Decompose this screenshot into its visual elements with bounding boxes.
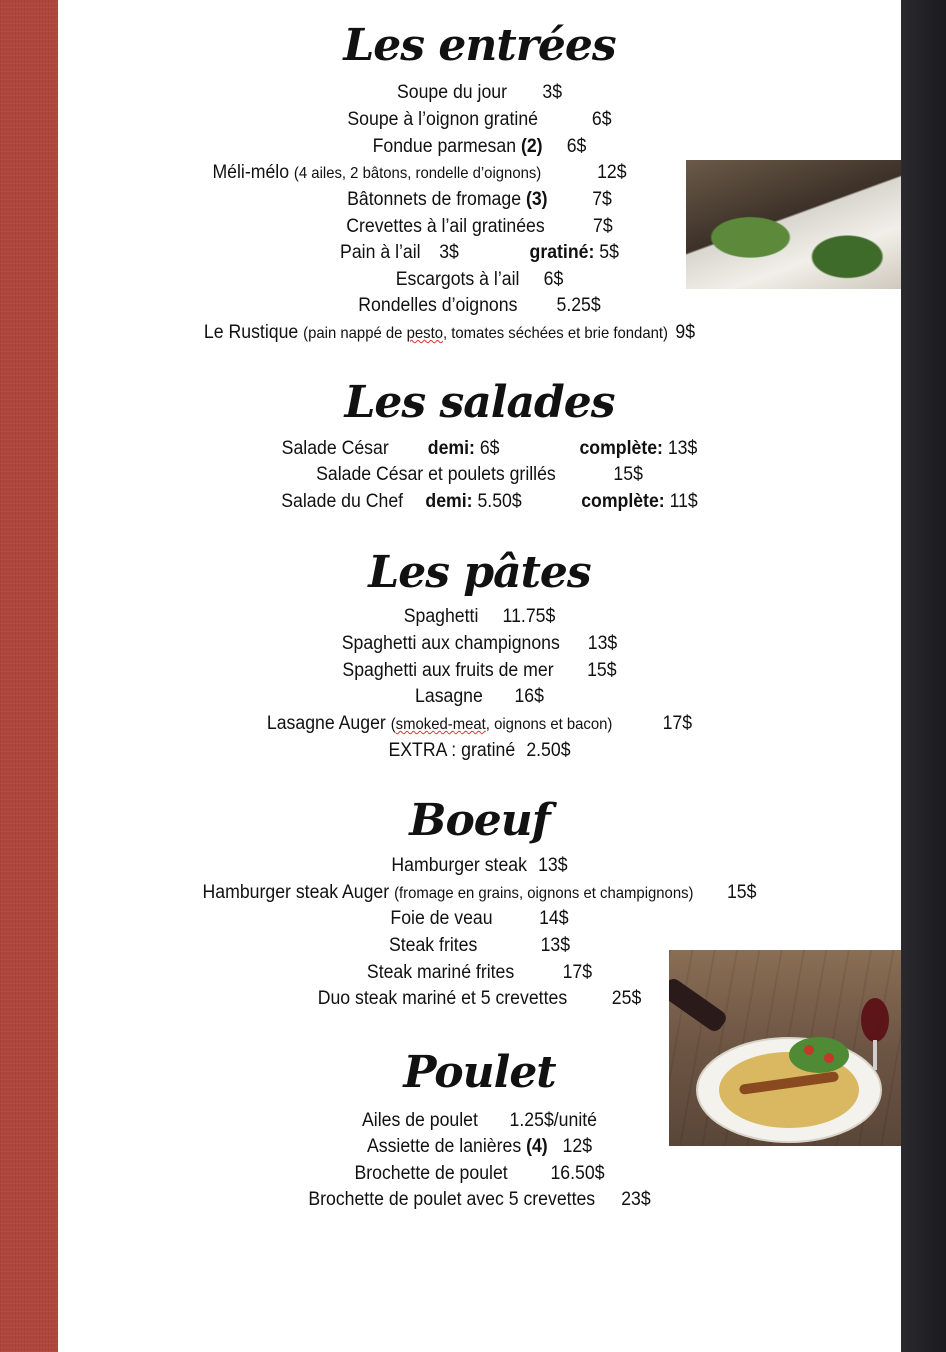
menu-item: Brochette de poulet avec 5 crevettes 23$	[308, 1189, 651, 1210]
menu-item: Salade du Chef demi: 5.50$ complète: 11$	[281, 491, 698, 512]
garlic-bread-photo	[686, 160, 901, 289]
section-title-pates: Les pâtes	[368, 547, 591, 598]
menu-item: Duo steak mariné et 5 crevettes 25$	[317, 988, 642, 1009]
menu-item: Steak frites 13$	[388, 935, 571, 956]
menu-item: Spaghetti 11.75$	[403, 606, 556, 627]
section-title-boeuf: Boeuf	[409, 795, 550, 846]
left-red-border	[0, 0, 58, 1352]
menu-item: Spaghetti aux fruits de mer 15$	[342, 660, 617, 681]
menu-item: EXTRA : gratiné 2.50$	[388, 740, 571, 761]
menu-item: Assiette de lanières (4) 12$	[366, 1136, 593, 1157]
menu-item: Crevettes à l’ail gratinées 7$	[346, 216, 613, 237]
menu-item: Salade César demi: 6$ complète: 13$	[281, 438, 698, 459]
menu-item: Foie de veau 14$	[390, 908, 569, 929]
section-title-poulet: Poulet	[403, 1047, 556, 1098]
menu-item: Bâtonnets de fromage (3) 7$	[347, 189, 612, 210]
menu-item: Méli-mélo (4 ailes, 2 bâtons, rondelle d’oignons) 12$	[212, 162, 627, 183]
section-title-salades: Les salades	[344, 377, 615, 428]
menu-item: Ailes de poulet 1.25$/unité	[362, 1110, 597, 1131]
menu-item: Lasagne Auger (smoked-meat, oignons et bacon) 17$	[266, 713, 693, 734]
menu-item: Rondelles d’oignons 5.25$	[358, 295, 601, 316]
menu-item: Soupe à l’oignon gratiné 6$	[347, 109, 612, 130]
section-title-entrees: Les entrées	[343, 20, 616, 71]
menu-item: Brochette de poulet 16.50$	[354, 1163, 605, 1184]
menu-item: Hamburger steak Auger (fromage en grains, oignons et champignons) 15$	[202, 882, 757, 903]
menu-item: Spaghetti aux champignons 13$	[341, 633, 618, 654]
menu-item: Pain à l’ail 3$ gratiné: 5$	[340, 242, 619, 263]
menu-item: Lasagne 16$	[415, 686, 544, 707]
menu-item: Salade César et poulets grillés 15$	[316, 464, 643, 485]
menu-item: Steak mariné frites 17$	[366, 962, 593, 983]
menu-item: Fondue parmesan (2) 6$	[372, 136, 587, 157]
menu-item: Hamburger steak 13$	[391, 855, 568, 876]
menu-item: Escargots à l’ail 6$	[395, 269, 564, 290]
menu-item: Soupe du jour 3$	[396, 82, 563, 103]
menu-page	[58, 0, 901, 1352]
right-dark-border	[901, 0, 946, 1352]
menu-item: Le Rustique (pain nappé de pesto, tomates séchées et brie fondant) 9$	[203, 322, 696, 343]
